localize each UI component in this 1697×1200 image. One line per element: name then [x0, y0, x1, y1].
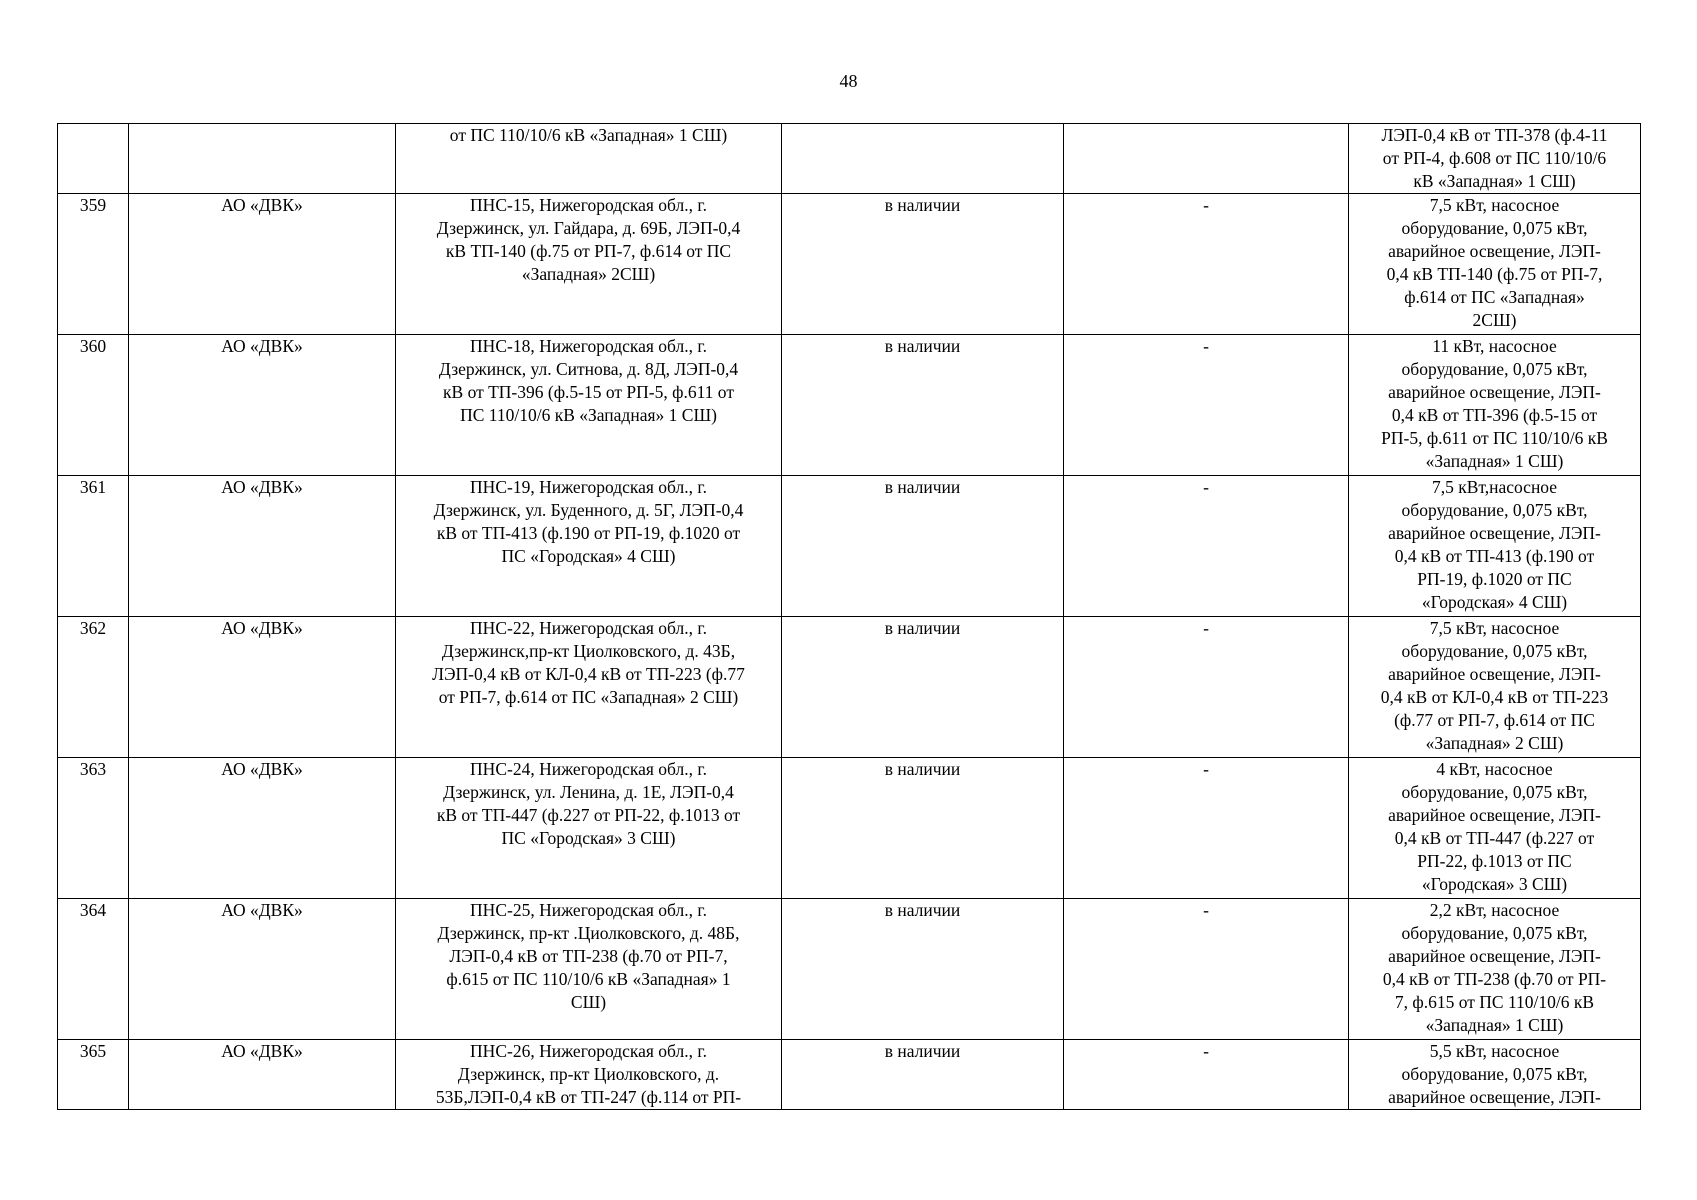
cell-number: 359 — [58, 194, 129, 335]
page-number: 48 — [839, 71, 858, 91]
cell-number: 361 — [58, 476, 129, 617]
cell-organization: АО «ДВК» — [129, 335, 396, 476]
table-row — [58, 899, 1641, 1040]
cell-object: ПНС-24, Нижегородская обл., г. Дзержинск, ул. Ленина, д. 1Е, ЛЭП-0,4 кВ от ТП-447 (ф.227 от РП-22, ф.1013 от ПС «Городская» 3 СШ) — [396, 758, 782, 899]
cell-details: 7,5 кВт, насосное оборудование, 0,075 кВт, аварийное освещение, ЛЭП- 0,4 кВ от КЛ-0,4 кВ от ТП-223 (ф.77 от РП-7, ф.614 от ПС «Западная» 2 СШ) — [1349, 617, 1641, 758]
cell-organization: АО «ДВК» — [129, 1040, 396, 1110]
cell-status: в наличии — [782, 899, 1064, 1040]
cell-status — [782, 124, 1064, 194]
cell-organization: АО «ДВК» — [129, 194, 396, 335]
cell-organization: АО «ДВК» — [129, 899, 396, 1040]
cell-status: в наличии — [782, 335, 1064, 476]
cell-object: ПНС-15, Нижегородская обл., г. Дзержинск, ул. Гайдара, д. 69Б, ЛЭП-0,4 кВ ТП-140 (ф.75 от РП-7, ф.614 от ПС «Западная» 2СШ) — [396, 194, 782, 335]
table-row — [58, 617, 1641, 758]
cell-object: ПНС-19, Нижегородская обл., г. Дзержинск, ул. Буденного, д. 5Г, ЛЭП-0,4 кВ от ТП-413 (ф.190 от РП-19, ф.1020 от ПС «Городская» 4 СШ) — [396, 476, 782, 617]
cell-dash: - — [1064, 758, 1349, 899]
cell-number: 364 — [58, 899, 129, 1040]
cell-number: 363 — [58, 758, 129, 899]
cell-status: в наличии — [782, 476, 1064, 617]
cell-details: 11 кВт, насосное оборудование, 0,075 кВт, аварийное освещение, ЛЭП- 0,4 кВ от ТП-396 (ф.5-15 от РП-5, ф.611 от ПС 110/10/6 кВ «Западная» 1 СШ) — [1349, 335, 1641, 476]
cell-dash: - — [1064, 476, 1349, 617]
cell-dash: - — [1064, 899, 1349, 1040]
cell-status: в наличии — [782, 758, 1064, 899]
cell-organization — [129, 124, 396, 194]
table-row — [58, 758, 1641, 899]
cell-organization: АО «ДВК» — [129, 758, 396, 899]
cell-status: в наличии — [782, 194, 1064, 335]
cell-dash: - — [1064, 1040, 1349, 1110]
table-row — [58, 1040, 1641, 1110]
cell-organization: АО «ДВК» — [129, 476, 396, 617]
cell-object: ПНС-26, Нижегородская обл., г. Дзержинск, пр-кт Циолковского, д. 53Б,ЛЭП-0,4 кВ от ТП-247 (ф.114 от РП- — [396, 1040, 782, 1110]
cell-number: 360 — [58, 335, 129, 476]
cell-object: от ПС 110/10/6 кВ «Западная» 1 СШ) — [396, 124, 782, 194]
cell-organization: АО «ДВК» — [129, 617, 396, 758]
cell-details: 4 кВт, насосное оборудование, 0,075 кВт, аварийное освещение, ЛЭП- 0,4 кВ от ТП-447 (ф.227 от РП-22, ф.1013 от ПС «Городская» 3 СШ) — [1349, 758, 1641, 899]
cell-details: ЛЭП-0,4 кВ от ТП-378 (ф.4-11 от РП-4, ф.608 от ПС 110/10/6 кВ «Западная» 1 СШ) — [1349, 124, 1641, 194]
cell-details: 7,5 кВт,насосное оборудование, 0,075 кВт, аварийное освещение, ЛЭП- 0,4 кВ от ТП-413 (ф.190 от РП-19, ф.1020 от ПС «Городская» 4 СШ) — [1349, 476, 1641, 617]
cell-number: 362 — [58, 617, 129, 758]
cell-object: ПНС-22, Нижегородская обл., г. Дзержинск,пр-кт Циолковского, д. 43Б, ЛЭП-0,4 кВ от КЛ-0,4 кВ от ТП-223 (ф.77 от РП-7, ф.614 от ПС «Западная» 2 СШ) — [396, 617, 782, 758]
cell-details: 5,5 кВт, насосное оборудование, 0,075 кВт, аварийное освещение, ЛЭП- — [1349, 1040, 1641, 1110]
table-row — [58, 194, 1641, 335]
cell-dash: - — [1064, 335, 1349, 476]
table-row — [58, 476, 1641, 617]
cell-number: 365 — [58, 1040, 129, 1110]
cell-object: ПНС-18, Нижегородская обл., г. Дзержинск, ул. Ситнова, д. 8Д, ЛЭП-0,4 кВ от ТП-396 (ф.5-15 от РП-5, ф.611 от ПС 110/10/6 кВ «Западная» 1 СШ) — [396, 335, 782, 476]
cell-status: в наличии — [782, 1040, 1064, 1110]
cell-dash: - — [1064, 617, 1349, 758]
cell-dash — [1064, 124, 1349, 194]
cell-details: 7,5 кВт, насосное оборудование, 0,075 кВт, аварийное освещение, ЛЭП- 0,4 кВ ТП-140 (ф.75 от РП-7, ф.614 от ПС «Западная» 2СШ) — [1349, 194, 1641, 335]
cell-status: в наличии — [782, 617, 1064, 758]
records-table — [57, 123, 1641, 1110]
table-row — [58, 124, 1641, 194]
cell-object: ПНС-25, Нижегородская обл., г. Дзержинск, пр-кт .Циолковского, д. 48Б, ЛЭП-0,4 кВ от ТП-238 (ф.70 от РП-7, ф.615 от ПС 110/10/6 кВ «Западная» 1 СШ) — [396, 899, 782, 1040]
table-row — [58, 335, 1641, 476]
cell-dash: - — [1064, 194, 1349, 335]
cell-details: 2,2 кВт, насосное оборудование, 0,075 кВт, аварийное освещение, ЛЭП- 0,4 кВ от ТП-238 (ф.70 от РП- 7, ф.615 от ПС 110/10/6 кВ «Западная» 1 СШ) — [1349, 899, 1641, 1040]
cell-number — [58, 124, 129, 194]
